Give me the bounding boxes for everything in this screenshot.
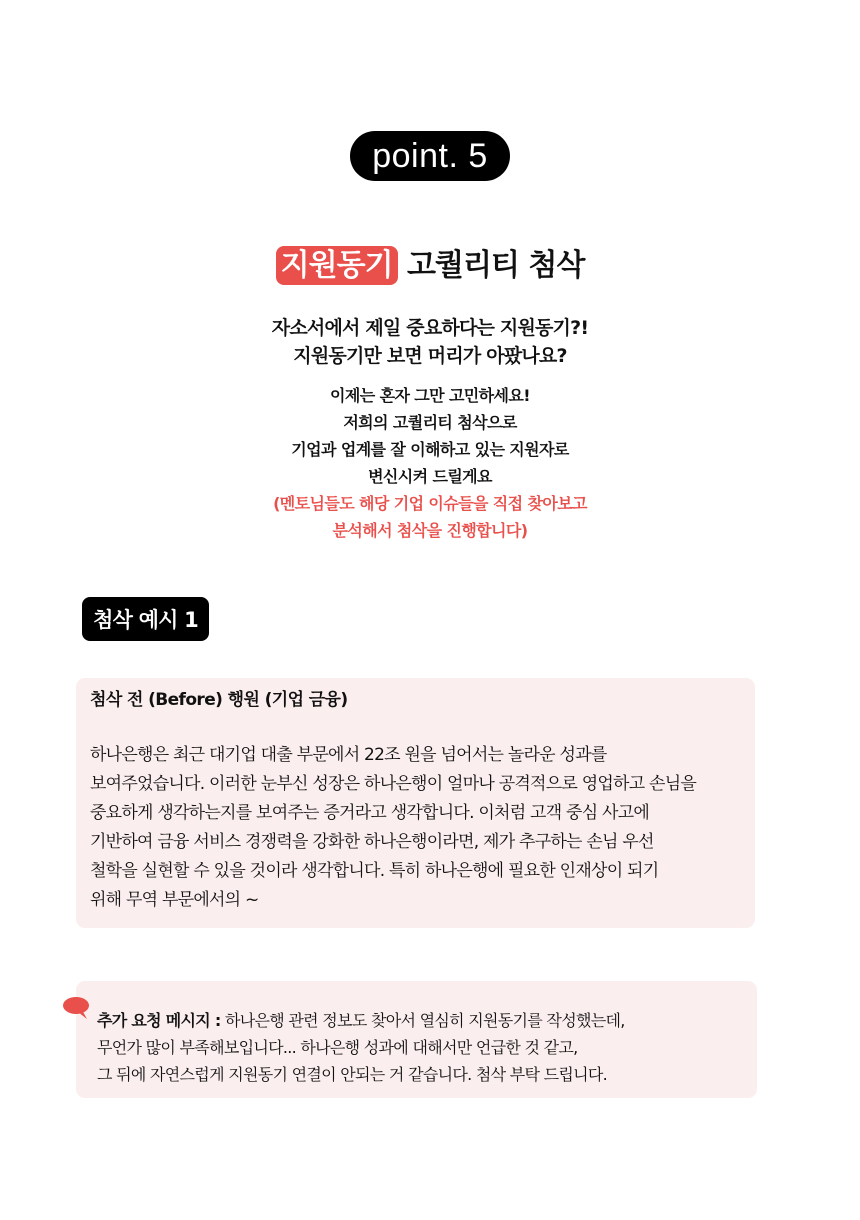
request-line: 그 뒤에 자연스럽게 지원동기 연결이 안되는 거 같습니다. 첨삭 부탁 드립니다. [97,1065,608,1084]
before-card [76,678,755,928]
title-rest: 고퀄리티 첨삭 [397,248,585,283]
subtitle-line: 자소서에서 제일 중요하다는 지원동기?! [271,317,589,339]
request-line-text: 하나은행 관련 정보도 찾아서 열심히 지원동기를 작성했는데, [220,1011,625,1030]
title-highlight: 지원동기 [276,246,398,285]
example-label [82,597,209,641]
intro-line: 기업과 업계를 잘 이해하고 있는 지원자로 [291,440,569,459]
intro-line: 저희의 고퀄리티 첨삭으로 [343,413,517,432]
request-card [76,981,757,1098]
note-line: (멘토님들도 해당 기업 이슈들을 직접 찾아보고 [273,494,587,513]
point-label: point. 5 [372,136,488,175]
subtitle-line: 지원동기만 보면 머리가 아팠나요? [293,345,567,367]
intro-text [0,382,860,544]
example-label-text: 첨삭 예시 1 [93,608,198,632]
subtitle [0,314,860,370]
intro-line: 이제는 혼자 그만 고민하세요! [330,386,530,405]
before-text: 하나은행은 최근 대기업 대출 부문에서 22조 원을 넘어서는 놀라운 성과를 보여주었습니다. 이러한 눈부신 성장은 하나은행이 얼마나 공격적으로 영업하고 손님을 중요하게 생각하는지를 보여주는 증거라고 생각합니다. 이처럼 고객 중심 사고에 기반하여 금융 서비스 경쟁력을 강화한 하나은행이라면, 제가 추구하는 손님 우선 철학을 실현할 수 있을 것이라 생각합니다. 특히 하나은행에 필요한 인재상이 되기 위해 무역 부문에서의 ~ [90,745,697,910]
point-badge [350,131,510,181]
request-label: 추가 요청 메시지 : [97,1011,221,1030]
before-title: 첨삭 전 (Before) 행원 (기업 금융) [90,690,348,710]
chat-bubble-icon [62,996,90,1020]
intro-line: 변신시켜 드릴게요 [368,467,492,486]
note-line: 분석해서 첨삭을 진행합니다) [332,521,528,540]
request-line: 무언가 많이 부족해보입니다... 하나은행 성과에 대해서만 언급한 것 같고, [97,1038,578,1057]
request-line [97,1007,757,1034]
page-title [0,240,860,284]
